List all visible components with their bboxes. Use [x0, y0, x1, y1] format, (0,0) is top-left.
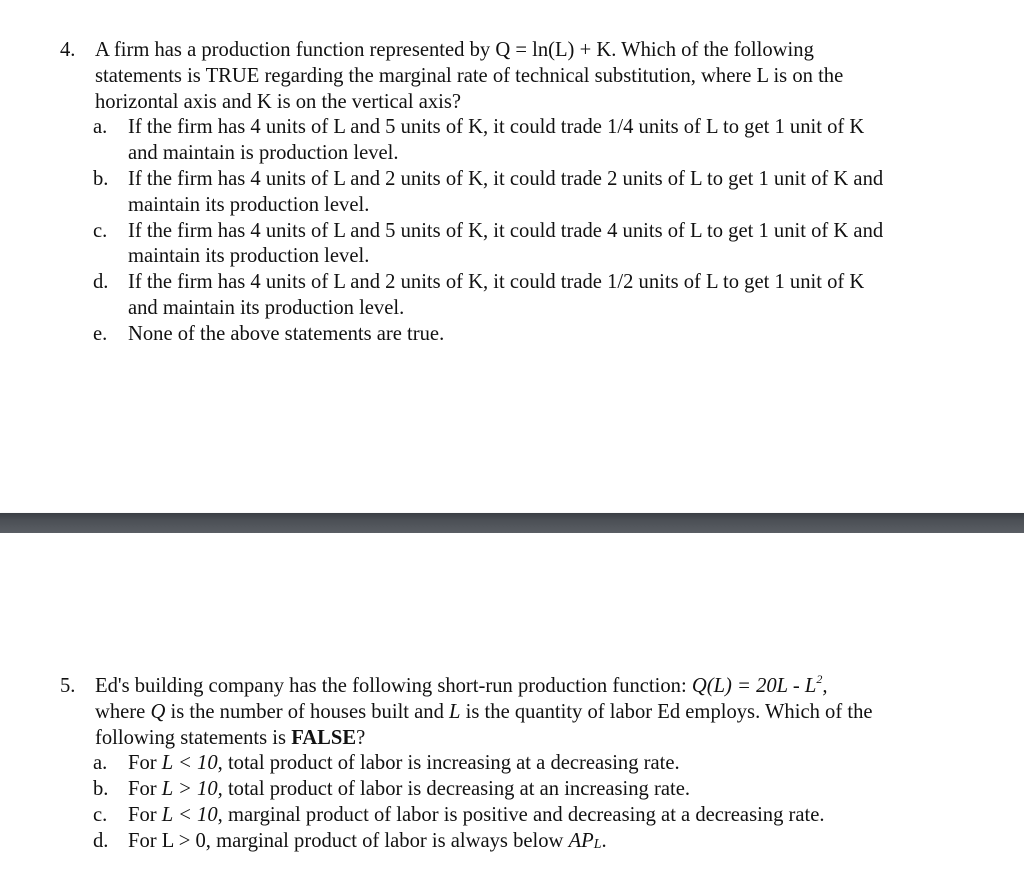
option-line: and maintain is production level.	[128, 142, 399, 165]
option-text	[128, 270, 958, 322]
option-letter: a.	[93, 752, 108, 775]
option-text	[128, 751, 958, 777]
question-4-option-e	[93, 322, 958, 348]
option-letter: e.	[93, 322, 108, 345]
question-4-option-c	[93, 219, 958, 271]
option-segment: .	[601, 829, 607, 852]
option-line: If the firm has 4 units of L and 2 units of K, it could trade 1/2 units of L to get 1 unit of K	[128, 271, 865, 294]
option-letter: b.	[93, 167, 109, 190]
option-letter: d.	[93, 829, 109, 852]
option-math: AP	[568, 829, 594, 852]
option-line: If the firm has 4 units of L and 2 units of K, it could trade 2 units of L to get 1 unit of K and	[128, 167, 884, 190]
question-4-option-d	[93, 270, 958, 322]
option-line: maintain its production level.	[128, 193, 370, 216]
stem-text: is the quantity of labor Ed employs. Which of the	[460, 700, 873, 723]
emphasis-false: FALSE	[291, 726, 357, 749]
question-4-stem-line: horizontal axis and K is on the vertical axis?	[95, 90, 462, 113]
subscript: L	[593, 836, 602, 852]
question-5-stem-line	[95, 674, 955, 700]
option-text	[128, 322, 958, 348]
question-4-number: 4.	[60, 39, 76, 61]
option-segment: , total product of labor is increasing at a decreasing rate.	[217, 752, 680, 775]
question-4-stem-line: statements is TRUE regarding the marginal rate of technical substitution, where L is on the	[95, 64, 844, 87]
option-letter: a.	[93, 116, 108, 139]
question-5-stem-line	[95, 700, 955, 726]
question-5-option-a	[93, 751, 958, 777]
option-segment: For	[128, 778, 162, 801]
option-letter: c.	[93, 219, 108, 242]
option-math: L < 10	[161, 803, 218, 826]
variable-l: L	[449, 700, 461, 723]
question-4-option-a	[93, 115, 958, 167]
option-text	[128, 777, 958, 803]
stem-text: ?	[356, 726, 366, 749]
question-5-stem-line	[95, 726, 955, 752]
question-5-stem	[95, 674, 955, 751]
option-segment: For	[128, 803, 162, 826]
question-5-option-d	[93, 829, 958, 858]
question-5	[60, 674, 958, 858]
option-segment: For	[128, 752, 162, 775]
option-line: maintain its production level.	[128, 245, 370, 268]
option-text	[128, 803, 958, 829]
stem-text: following statements is	[95, 726, 292, 749]
option-text	[128, 115, 958, 167]
stem-text: is the number of houses built and	[165, 700, 450, 723]
production-function: Q(L) = 20L - L	[691, 675, 817, 697]
question-4	[60, 38, 958, 348]
option-text	[128, 219, 958, 271]
page-divider	[0, 513, 1024, 533]
question-4-options	[93, 115, 958, 347]
question-4-option-b	[93, 167, 958, 219]
stem-text: ,	[822, 675, 828, 697]
option-segment: For L > 0, marginal product of labor is always below	[128, 829, 569, 852]
stem-text: where	[95, 700, 151, 723]
question-4-stem	[95, 38, 955, 115]
option-line: None of the above statements are true.	[128, 322, 445, 345]
question-5-option-b	[93, 777, 958, 803]
option-letter: b.	[93, 778, 109, 801]
option-math: L > 10,	[161, 778, 223, 801]
option-letter: d.	[93, 271, 109, 294]
option-line: and maintain its production level.	[128, 296, 405, 319]
option-text	[128, 829, 958, 858]
option-line: If the firm has 4 units of L and 5 units of K, it could trade 1/4 units of L to get 1 unit of K	[128, 116, 865, 139]
option-line: If the firm has 4 units of L and 5 units of K, it could trade 4 units of L to get 1 unit of K and	[128, 219, 884, 242]
question-5-options	[93, 751, 958, 857]
question-5-option-c	[93, 803, 958, 829]
option-segment: total product of labor is decreasing at an increasing rate.	[222, 778, 690, 801]
option-segment: , marginal product of labor is positive and decreasing at a decreasing rate.	[217, 803, 825, 826]
option-math: L < 10	[161, 752, 218, 775]
option-letter: c.	[93, 803, 108, 826]
exponent: 2	[816, 672, 823, 686]
option-text	[128, 167, 958, 219]
variable-q: Q	[150, 700, 166, 723]
stem-text: Ed's building company has the following short-run production function:	[95, 675, 692, 697]
question-4-stem-line: A firm has a production function represented by Q = ln(L) + K. Which of the following	[95, 39, 814, 61]
question-5-number: 5.	[60, 675, 76, 697]
